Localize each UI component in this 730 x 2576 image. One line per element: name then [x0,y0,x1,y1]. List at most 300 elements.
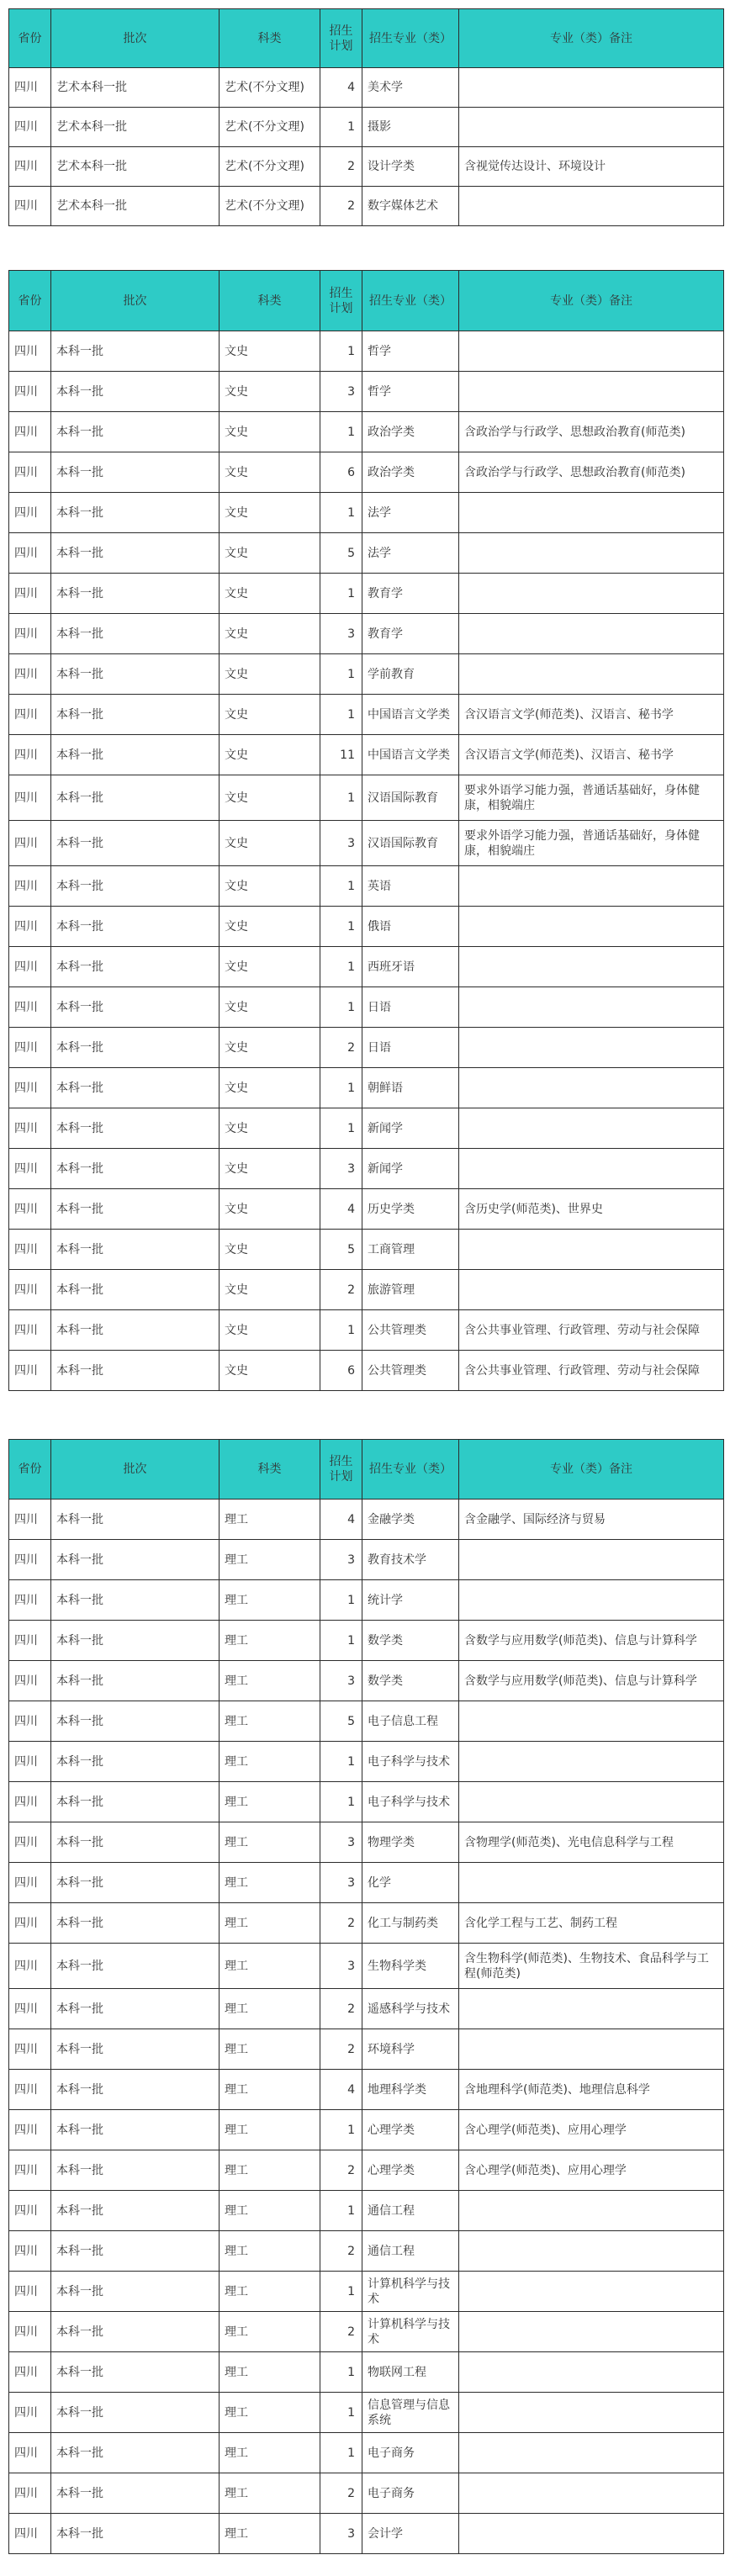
table-row [9,108,724,147]
cell-province: 四川 [9,68,51,108]
cell-plan-count: 2 [320,2029,362,2070]
cell-batch: 本科一批 [51,2393,220,2433]
cell-province: 四川 [9,2110,51,2150]
cell-category: 文史 [220,735,320,775]
cell-category: 理工 [220,2150,320,2191]
cell-category: 文史 [220,866,320,907]
cell-major: 数学类 [362,1621,459,1661]
cell-major-note [459,2352,724,2393]
cell-major-note: 含生物科学(师范类)、生物技术、食品科学与工程(师范类) [459,1944,724,1989]
col-header-plan: 招生计划 [320,1440,362,1500]
table-row [9,1863,724,1903]
cell-province: 四川 [9,2312,51,2352]
cell-major: 哲学 [362,372,459,412]
cell-batch: 本科一批 [51,1944,220,1989]
cell-plan-count: 2 [320,1270,362,1310]
table-row [9,1822,724,1863]
cell-major-note: 含心理学(师范类)、应用心理学 [459,2110,724,2150]
cell-batch: 本科一批 [51,1351,220,1391]
table-row [9,147,724,187]
col-header-province: 省份 [9,271,51,331]
cell-province: 四川 [9,1500,51,1540]
table-row [9,187,724,226]
cell-plan-count: 2 [320,2150,362,2191]
cell-major-note: 含历史学(师范类)、世界史 [459,1189,724,1230]
col-header-note: 专业（类）备注 [459,271,724,331]
cell-major: 西班牙语 [362,947,459,987]
cell-major-note: 含金融学、国际经济与贸易 [459,1500,724,1540]
cell-major: 电子科学与技术 [362,1742,459,1782]
cell-major: 公共管理类 [362,1310,459,1351]
col-header-major: 招生专业（类） [362,271,459,331]
cell-major-note [459,2272,724,2312]
cell-province: 四川 [9,1580,51,1621]
cell-category: 理工 [220,1661,320,1701]
cell-major: 电子商务 [362,2473,459,2514]
cell-plan-count: 6 [320,452,362,493]
cell-major-note [459,574,724,614]
table-row [9,2352,724,2393]
cell-batch: 本科一批 [51,821,220,866]
cell-batch: 本科一批 [51,331,220,372]
col-header-category: 科类 [220,9,320,68]
cell-category: 文史 [220,331,320,372]
cell-major-note [459,2433,724,2473]
table-row [9,1621,724,1661]
cell-major: 通信工程 [362,2191,459,2231]
cell-major: 朝鲜语 [362,1068,459,1108]
cell-province: 四川 [9,1540,51,1580]
table-row [9,2231,724,2272]
cell-batch: 本科一批 [51,1270,220,1310]
cell-major-note [459,654,724,695]
cell-major-note: 含政治学与行政学、思想政治教育(师范类) [459,452,724,493]
cell-major: 汉语国际教育 [362,775,459,821]
table-row [9,533,724,574]
cell-batch: 本科一批 [51,1068,220,1108]
table-row [9,1230,724,1270]
table-row [9,614,724,654]
science-admission-table [8,1439,724,2554]
cell-province: 四川 [9,147,51,187]
cell-plan-count: 4 [320,68,362,108]
cell-batch: 本科一批 [51,1989,220,2029]
cell-major-note [459,1149,724,1189]
cell-major: 统计学 [362,1580,459,1621]
cell-batch: 本科一批 [51,775,220,821]
cell-major: 法学 [362,493,459,533]
table-row [9,1068,724,1108]
cell-batch: 本科一批 [51,947,220,987]
cell-province: 四川 [9,1189,51,1230]
cell-batch: 本科一批 [51,614,220,654]
col-header-batch: 批次 [51,9,220,68]
cell-batch: 本科一批 [51,1028,220,1068]
cell-major: 新闻学 [362,1149,459,1189]
cell-batch: 本科一批 [51,1701,220,1742]
cell-major-note [459,1701,724,1742]
cell-province: 四川 [9,331,51,372]
cell-category: 理工 [220,1701,320,1742]
cell-plan-count: 1 [320,987,362,1028]
table-row [9,2110,724,2150]
cell-major-note [459,1540,724,1580]
cell-batch: 本科一批 [51,1230,220,1270]
cell-plan-count: 2 [320,1028,362,1068]
cell-plan-count: 3 [320,614,362,654]
cell-province: 四川 [9,735,51,775]
cell-category: 理工 [220,2514,320,2554]
table-row [9,1270,724,1310]
cell-province: 四川 [9,654,51,695]
col-header-major: 招生专业（类） [362,9,459,68]
cell-plan-count: 1 [320,1310,362,1351]
cell-major-note [459,187,724,226]
cell-province: 四川 [9,1028,51,1068]
table-row [9,947,724,987]
cell-major-note [459,614,724,654]
cell-category: 文史 [220,775,320,821]
cell-major: 日语 [362,1028,459,1068]
cell-province: 四川 [9,1270,51,1310]
cell-plan-count: 2 [320,1989,362,2029]
cell-plan-count: 1 [320,695,362,735]
cell-plan-count: 1 [320,947,362,987]
table-header-row [9,271,724,331]
cell-plan-count: 2 [320,2231,362,2272]
col-header-plan: 招生计划 [320,271,362,331]
cell-province: 四川 [9,2393,51,2433]
cell-category: 理工 [220,2272,320,2312]
cell-province: 四川 [9,1903,51,1944]
cell-batch: 本科一批 [51,493,220,533]
cell-category: 理工 [220,2231,320,2272]
cell-major: 金融学类 [362,1500,459,1540]
table-row [9,2070,724,2110]
cell-province: 四川 [9,987,51,1028]
art-admission-table [8,8,724,226]
cell-category: 文史 [220,1351,320,1391]
liberal-arts-admission-table [8,270,724,1391]
cell-major-note [459,533,724,574]
cell-batch: 本科一批 [51,1149,220,1189]
cell-province: 四川 [9,2473,51,2514]
cell-major-note [459,1028,724,1068]
cell-major-note [459,987,724,1028]
cell-province: 四川 [9,2433,51,2473]
cell-category: 文史 [220,1108,320,1149]
cell-province: 四川 [9,1230,51,1270]
cell-batch: 本科一批 [51,2514,220,2554]
cell-major-note [459,372,724,412]
cell-category: 艺术(不分文理) [220,147,320,187]
cell-major-note [459,1782,724,1822]
cell-category: 理工 [220,1540,320,1580]
cell-batch: 本科一批 [51,987,220,1028]
cell-major: 计算机科学与技术 [362,2312,459,2352]
cell-batch: 本科一批 [51,2029,220,2070]
cell-category: 文史 [220,695,320,735]
cell-province: 四川 [9,2070,51,2110]
cell-province: 四川 [9,907,51,947]
table-row [9,1742,724,1782]
cell-category: 文史 [220,907,320,947]
cell-category: 理工 [220,1822,320,1863]
cell-major-note [459,1863,724,1903]
cell-plan-count: 1 [320,412,362,452]
cell-category: 文史 [220,372,320,412]
table-row [9,2514,724,2554]
cell-province: 四川 [9,2029,51,2070]
cell-major: 旅游管理 [362,1270,459,1310]
table-row [9,1310,724,1351]
cell-category: 文史 [220,1270,320,1310]
cell-major: 公共管理类 [362,1351,459,1391]
table-row [9,452,724,493]
cell-major: 物联网工程 [362,2352,459,2393]
cell-category: 文史 [220,1028,320,1068]
cell-major-note: 含化学工程与工艺、制药工程 [459,1903,724,1944]
cell-category: 理工 [220,2110,320,2150]
cell-plan-count: 4 [320,2070,362,2110]
cell-batch: 本科一批 [51,1540,220,1580]
cell-province: 四川 [9,2191,51,2231]
cell-major-note: 含视觉传达设计、环境设计 [459,147,724,187]
cell-batch: 本科一批 [51,1782,220,1822]
cell-category: 理工 [220,2029,320,2070]
cell-batch: 本科一批 [51,574,220,614]
cell-category: 理工 [220,2393,320,2433]
cell-batch: 本科一批 [51,2231,220,2272]
table-row [9,1989,724,2029]
cell-major: 化学 [362,1863,459,1903]
cell-category: 理工 [220,2352,320,2393]
table-row [9,1540,724,1580]
cell-major-note [459,1068,724,1108]
cell-province: 四川 [9,821,51,866]
cell-plan-count: 1 [320,1782,362,1822]
cell-category: 文史 [220,493,320,533]
table-row [9,821,724,866]
cell-category: 文史 [220,1230,320,1270]
cell-category: 艺术(不分文理) [220,68,320,108]
cell-major-note: 含公共事业管理、行政管理、劳动与社会保障 [459,1351,724,1391]
cell-batch: 本科一批 [51,372,220,412]
cell-plan-count: 1 [320,108,362,147]
table-row [9,2393,724,2433]
cell-plan-count: 3 [320,2514,362,2554]
cell-category: 文史 [220,412,320,452]
cell-plan-count: 1 [320,654,362,695]
cell-batch: 本科一批 [51,2150,220,2191]
cell-plan-count: 3 [320,1540,362,1580]
cell-major: 数字媒体艺术 [362,187,459,226]
cell-province: 四川 [9,533,51,574]
table-row [9,412,724,452]
cell-plan-count: 1 [320,2352,362,2393]
cell-major: 教育学 [362,574,459,614]
cell-plan-count: 1 [320,2272,362,2312]
cell-category: 艺术(不分文理) [220,108,320,147]
cell-plan-count: 1 [320,493,362,533]
cell-batch: 本科一批 [51,2070,220,2110]
cell-plan-count: 11 [320,735,362,775]
cell-plan-count: 2 [320,147,362,187]
table-row [9,1189,724,1230]
cell-province: 四川 [9,1742,51,1782]
cell-major-note: 含心理学(师范类)、应用心理学 [459,2150,724,2191]
cell-category: 理工 [220,1742,320,1782]
cell-major-note: 含数学与应用数学(师范类)、信息与计算科学 [459,1661,724,1701]
cell-major-note [459,1989,724,2029]
cell-plan-count: 3 [320,821,362,866]
cell-batch: 本科一批 [51,2352,220,2393]
cell-batch: 本科一批 [51,1822,220,1863]
table-row [9,372,724,412]
cell-major: 历史学类 [362,1189,459,1230]
liberal-arts-table-body [9,331,724,1391]
table-row [9,1701,724,1742]
table-row [9,1661,724,1701]
cell-major: 教育技术学 [362,1540,459,1580]
cell-major: 中国语言文学类 [362,695,459,735]
cell-major: 英语 [362,866,459,907]
cell-major: 设计学类 [362,147,459,187]
cell-major: 计算机科学与技术 [362,2272,459,2312]
cell-plan-count: 1 [320,1742,362,1782]
cell-province: 四川 [9,1108,51,1149]
cell-major-note [459,2029,724,2070]
cell-major-note [459,493,724,533]
cell-province: 四川 [9,1621,51,1661]
cell-province: 四川 [9,493,51,533]
table-row [9,1782,724,1822]
cell-category: 文史 [220,1068,320,1108]
cell-major-note: 含政治学与行政学、思想政治教育(师范类) [459,412,724,452]
cell-major: 政治学类 [362,452,459,493]
cell-major: 工商管理 [362,1230,459,1270]
cell-major-note [459,2191,724,2231]
cell-major: 美术学 [362,68,459,108]
cell-plan-count: 2 [320,1903,362,1944]
cell-province: 四川 [9,1351,51,1391]
cell-plan-count: 3 [320,1822,362,1863]
cell-major: 通信工程 [362,2231,459,2272]
cell-category: 理工 [220,2191,320,2231]
science-table-body [9,1500,724,2554]
table-row [9,1944,724,1989]
cell-plan-count: 1 [320,866,362,907]
cell-category: 文史 [220,821,320,866]
cell-major-note [459,907,724,947]
cell-category: 文史 [220,1189,320,1230]
table-row [9,331,724,372]
cell-province: 四川 [9,187,51,226]
cell-plan-count: 3 [320,1863,362,1903]
cell-province: 四川 [9,1701,51,1742]
cell-major-note: 含公共事业管理、行政管理、劳动与社会保障 [459,1310,724,1351]
col-header-category: 科类 [220,271,320,331]
cell-major: 摄影 [362,108,459,147]
cell-major: 生物科学类 [362,1944,459,1989]
table-row [9,2150,724,2191]
cell-batch: 本科一批 [51,2110,220,2150]
table-row [9,574,724,614]
cell-province: 四川 [9,866,51,907]
cell-province: 四川 [9,2231,51,2272]
cell-major-note: 含汉语言文学(师范类)、汉语言、秘书学 [459,735,724,775]
cell-category: 理工 [220,2433,320,2473]
cell-major-note [459,1230,724,1270]
cell-category: 文史 [220,1149,320,1189]
cell-province: 四川 [9,1782,51,1822]
cell-category: 文史 [220,987,320,1028]
cell-major-note: 含汉语言文学(师范类)、汉语言、秘书学 [459,695,724,735]
table-row [9,866,724,907]
col-header-plan: 招生计划 [320,9,362,68]
cell-batch: 艺术本科一批 [51,108,220,147]
table-row [9,2312,724,2352]
cell-major-note: 含物理学(师范类)、光电信息科学与工程 [459,1822,724,1863]
cell-province: 四川 [9,1863,51,1903]
cell-province: 四川 [9,1661,51,1701]
table-row [9,1351,724,1391]
table-row [9,695,724,735]
cell-category: 文史 [220,654,320,695]
cell-category: 文史 [220,533,320,574]
table-header-row [9,1440,724,1500]
cell-major-note [459,2393,724,2433]
cell-batch: 本科一批 [51,533,220,574]
cell-plan-count: 1 [320,2191,362,2231]
table-row [9,2272,724,2312]
cell-major: 电子信息工程 [362,1701,459,1742]
cell-plan-count: 2 [320,2473,362,2514]
cell-plan-count: 1 [320,1108,362,1149]
cell-plan-count: 1 [320,775,362,821]
cell-plan-count: 4 [320,1500,362,1540]
cell-major: 教育学 [362,614,459,654]
cell-category: 理工 [220,2473,320,2514]
col-header-note: 专业（类）备注 [459,9,724,68]
table-row [9,1903,724,1944]
cell-province: 四川 [9,108,51,147]
cell-batch: 本科一批 [51,412,220,452]
cell-province: 四川 [9,695,51,735]
cell-category: 理工 [220,1782,320,1822]
cell-plan-count: 2 [320,2312,362,2352]
cell-plan-count: 5 [320,533,362,574]
col-header-category: 科类 [220,1440,320,1500]
cell-category: 理工 [220,1863,320,1903]
table-row [9,1500,724,1540]
cell-major: 汉语国际教育 [362,821,459,866]
cell-plan-count: 1 [320,1068,362,1108]
cell-major: 日语 [362,987,459,1028]
cell-batch: 本科一批 [51,695,220,735]
cell-batch: 艺术本科一批 [51,68,220,108]
table-row [9,735,724,775]
cell-major: 会计学 [362,2514,459,2554]
cell-province: 四川 [9,574,51,614]
cell-batch: 本科一批 [51,1903,220,1944]
cell-province: 四川 [9,947,51,987]
cell-province: 四川 [9,2272,51,2312]
cell-plan-count: 3 [320,372,362,412]
table-row [9,1108,724,1149]
cell-major: 政治学类 [362,412,459,452]
cell-province: 四川 [9,452,51,493]
